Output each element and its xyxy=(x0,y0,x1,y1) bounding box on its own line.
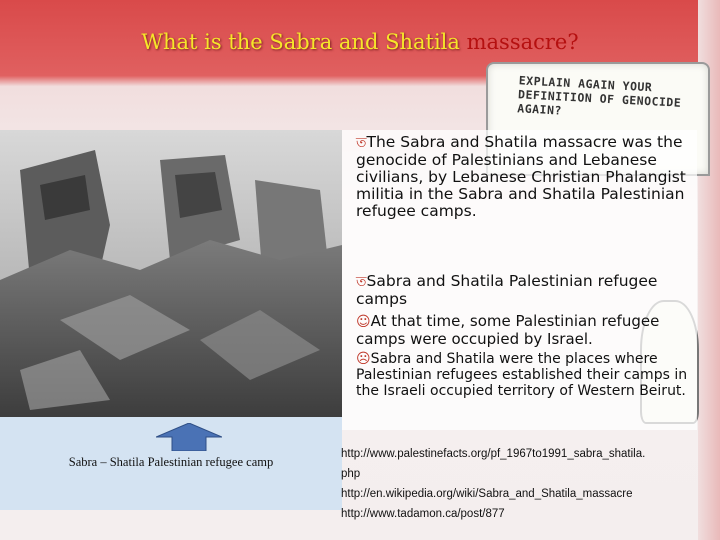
slide-title xyxy=(0,30,720,54)
link-wikipedia[interactable]: http://en.wikipedia.org/wiki/Sabra_and_Shatila_massacre xyxy=(341,488,633,500)
bullet-definition xyxy=(356,134,696,220)
bullet-camps xyxy=(356,273,696,399)
bullet-marker-icon: ত xyxy=(356,135,367,151)
up-arrow-icon xyxy=(156,423,222,451)
sub-bullet-text: Sabra and Shatila were the places where Palestinian refugees established their camps in the Israeli occupied territory of Western Beirut. xyxy=(356,351,688,399)
image-caption: Sabra – Shatila Palestinian refugee camp xyxy=(68,455,274,469)
link-palestinefacts-cont[interactable]: php xyxy=(341,468,361,480)
bullet-marker-icon: ত xyxy=(356,274,367,290)
source-links xyxy=(341,444,719,524)
ruins-photo xyxy=(0,130,342,417)
title-main: What is the Sabra and Shatila xyxy=(141,30,467,54)
cartoon-caption: EXPLAIN AGAIN YOUR DEFINITION OF GENOCIDE AGAIN? xyxy=(517,73,682,118)
sub-bullet-occupied xyxy=(356,313,696,348)
link-tadamon[interactable]: http://www.tadamon.ca/post/877 xyxy=(341,508,505,520)
frown-icon: ☹ xyxy=(356,351,371,367)
sub-bullet-text: At that time, some Palestinian refugee camps were occupied by Israel. xyxy=(356,312,660,348)
sub-bullet-places xyxy=(356,351,696,399)
bullet-text: The Sabra and Shatila massacre was the genocide of Palestinians and Lebanese civilians, by Lebanese Christian Phalangist militia in the Sabra and Shatila Palestinian refugee camps. xyxy=(356,133,686,220)
smile-icon: ☺ xyxy=(356,314,371,330)
bullet-text: Sabra and Shatila Palestinian refugee camps xyxy=(356,272,658,308)
link-palestinefacts[interactable]: http://www.palestinefacts.org/pf_1967to1991_sabra_shatila. xyxy=(341,448,646,460)
title-accent: massacre? xyxy=(466,30,579,54)
